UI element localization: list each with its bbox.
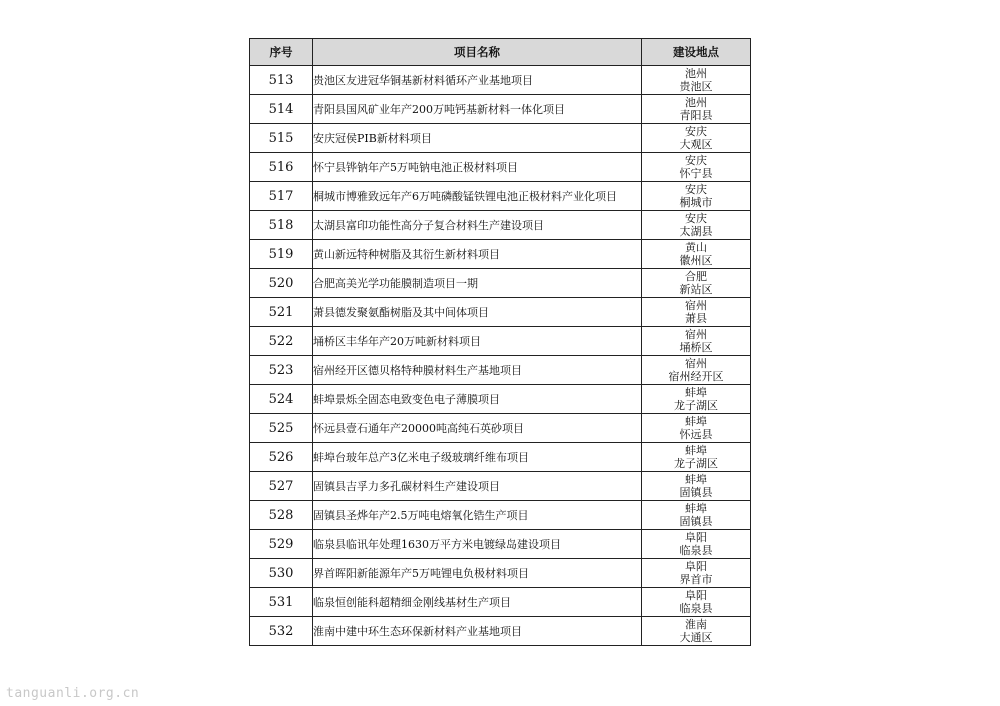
location-city: 安庆	[685, 154, 707, 167]
row-location	[642, 501, 751, 530]
location-city: 阜阳	[685, 589, 707, 602]
location-city: 黄山	[685, 241, 707, 254]
row-project-name: 青阳县国风矿业年产200万吨钙基新材料一体化项目	[313, 95, 642, 124]
location-city: 淮南	[685, 618, 707, 631]
row-project-name: 界首晖阳新能源年产5万吨锂电负极材料项目	[313, 559, 642, 588]
row-project-name: 宿州经开区德贝格特种膜材料生产基地项目	[313, 356, 642, 385]
row-location	[642, 240, 751, 269]
row-project-name: 临泉恒创能科超精细金刚线基材生产项目	[313, 588, 642, 617]
location-district: 萧县	[685, 312, 707, 325]
location-district: 青阳县	[679, 109, 713, 122]
table-row	[250, 269, 751, 298]
row-location	[642, 356, 751, 385]
location-district: 固镇县	[679, 515, 713, 528]
location-city: 安庆	[685, 183, 707, 196]
row-project-name: 固镇县圣烨年产2.5万吨电熔氧化锆生产项目	[313, 501, 642, 530]
table-row	[250, 385, 751, 414]
row-project-name: 蚌埠台玻年总产3亿米电子级玻璃纤维布项目	[313, 443, 642, 472]
row-serial-number: 528	[250, 501, 313, 530]
table-row	[250, 153, 751, 182]
table-row	[250, 211, 751, 240]
table-row	[250, 298, 751, 327]
location-district: 临泉县	[679, 602, 713, 615]
project-table	[249, 38, 751, 646]
table-row	[250, 443, 751, 472]
row-project-name: 蚌埠景烁全固态电致变色电子薄膜项目	[313, 385, 642, 414]
row-serial-number: 527	[250, 472, 313, 501]
location-district: 桐城市	[679, 196, 713, 209]
table-row	[250, 182, 751, 211]
location-district: 新站区	[679, 283, 713, 296]
location-district: 贵池区	[679, 80, 713, 93]
row-project-name: 桐城市博雅致远年产6万吨磷酸锰铁锂电池正极材料产业化项目	[313, 182, 642, 211]
row-serial-number: 523	[250, 356, 313, 385]
row-location	[642, 182, 751, 211]
table-row	[250, 588, 751, 617]
table-row	[250, 124, 751, 153]
location-city: 合肥	[685, 270, 707, 283]
header-project-name: 项目名称	[313, 39, 642, 66]
row-location	[642, 559, 751, 588]
row-serial-number: 515	[250, 124, 313, 153]
row-serial-number: 514	[250, 95, 313, 124]
location-city: 蚌埠	[685, 386, 707, 399]
row-project-name: 怀远县壹石通年产20000吨高纯石英砂项目	[313, 414, 642, 443]
row-project-name: 怀宁县铧钠年产5万吨钠电池正极材料项目	[313, 153, 642, 182]
row-location	[642, 211, 751, 240]
table-row	[250, 472, 751, 501]
location-city: 蚌埠	[685, 473, 707, 486]
row-location	[642, 414, 751, 443]
table-row	[250, 501, 751, 530]
row-serial-number: 526	[250, 443, 313, 472]
row-serial-number: 518	[250, 211, 313, 240]
location-district: 埇桥区	[679, 341, 713, 354]
row-location	[642, 588, 751, 617]
location-district: 龙子湖区	[674, 399, 718, 412]
header-serial-number: 序号	[250, 39, 313, 66]
row-project-name: 淮南中建中环生态环保新材料产业基地项目	[313, 617, 642, 646]
location-city: 蚌埠	[685, 502, 707, 515]
location-district: 大观区	[679, 138, 713, 151]
table-header-row	[250, 39, 751, 66]
row-serial-number: 516	[250, 153, 313, 182]
table-row	[250, 327, 751, 356]
row-location	[642, 443, 751, 472]
row-location	[642, 617, 751, 646]
location-city: 池州	[685, 67, 707, 80]
table-row	[250, 559, 751, 588]
row-location	[642, 269, 751, 298]
header-location: 建设地点	[642, 39, 751, 66]
row-serial-number: 530	[250, 559, 313, 588]
row-location	[642, 385, 751, 414]
table-row	[250, 240, 751, 269]
table-row	[250, 66, 751, 95]
row-location	[642, 530, 751, 559]
location-district: 大通区	[679, 631, 713, 644]
location-city: 安庆	[685, 212, 707, 225]
row-project-name: 临泉县临讯年处理1630万平方米电镀绿岛建设项目	[313, 530, 642, 559]
row-location	[642, 95, 751, 124]
location-district: 怀远县	[679, 428, 713, 441]
row-project-name: 贵池区友进冠华铜基新材料循环产业基地项目	[313, 66, 642, 95]
table-body	[250, 66, 751, 646]
row-serial-number: 531	[250, 588, 313, 617]
location-city: 宿州	[685, 357, 707, 370]
watermark: tanguanli.org.cn	[6, 686, 140, 701]
row-serial-number: 519	[250, 240, 313, 269]
location-city: 安庆	[685, 125, 707, 138]
location-city: 蚌埠	[685, 444, 707, 457]
table-row	[250, 617, 751, 646]
location-district: 宿州经开区	[668, 370, 724, 383]
row-serial-number: 532	[250, 617, 313, 646]
row-location	[642, 327, 751, 356]
location-city: 池州	[685, 96, 707, 109]
row-location	[642, 66, 751, 95]
row-location	[642, 124, 751, 153]
location-city: 宿州	[685, 328, 707, 341]
row-serial-number: 529	[250, 530, 313, 559]
location-city: 阜阳	[685, 531, 707, 544]
row-serial-number: 522	[250, 327, 313, 356]
row-serial-number: 520	[250, 269, 313, 298]
table-row	[250, 356, 751, 385]
row-location	[642, 153, 751, 182]
table-row	[250, 414, 751, 443]
row-location	[642, 472, 751, 501]
row-location	[642, 298, 751, 327]
location-district: 怀宁县	[679, 167, 713, 180]
row-project-name: 太湖县富印功能性高分子复合材料生产建设项目	[313, 211, 642, 240]
location-district: 徽州区	[679, 254, 713, 267]
row-project-name: 黄山新远特种树脂及其衍生新材料项目	[313, 240, 642, 269]
location-city: 阜阳	[685, 560, 707, 573]
table-row	[250, 95, 751, 124]
row-serial-number: 525	[250, 414, 313, 443]
row-serial-number: 521	[250, 298, 313, 327]
location-city: 蚌埠	[685, 415, 707, 428]
row-serial-number: 513	[250, 66, 313, 95]
row-project-name: 埇桥区丰华年产20万吨新材料项目	[313, 327, 642, 356]
location-district: 太湖县	[679, 225, 713, 238]
location-district: 固镇县	[679, 486, 713, 499]
row-project-name: 萧县德发聚氨酯树脂及其中间体项目	[313, 298, 642, 327]
location-district: 界首市	[679, 573, 713, 586]
row-project-name: 固镇县吉孚力多孔碳材料生产建设项目	[313, 472, 642, 501]
location-district: 龙子湖区	[674, 457, 718, 470]
table-row	[250, 530, 751, 559]
location-city: 宿州	[685, 299, 707, 312]
row-project-name: 安庆冠侯PIB新材料项目	[313, 124, 642, 153]
row-serial-number: 524	[250, 385, 313, 414]
row-serial-number: 517	[250, 182, 313, 211]
location-district: 临泉县	[679, 544, 713, 557]
row-project-name: 合肥高美光学功能膜制造项目一期	[313, 269, 642, 298]
